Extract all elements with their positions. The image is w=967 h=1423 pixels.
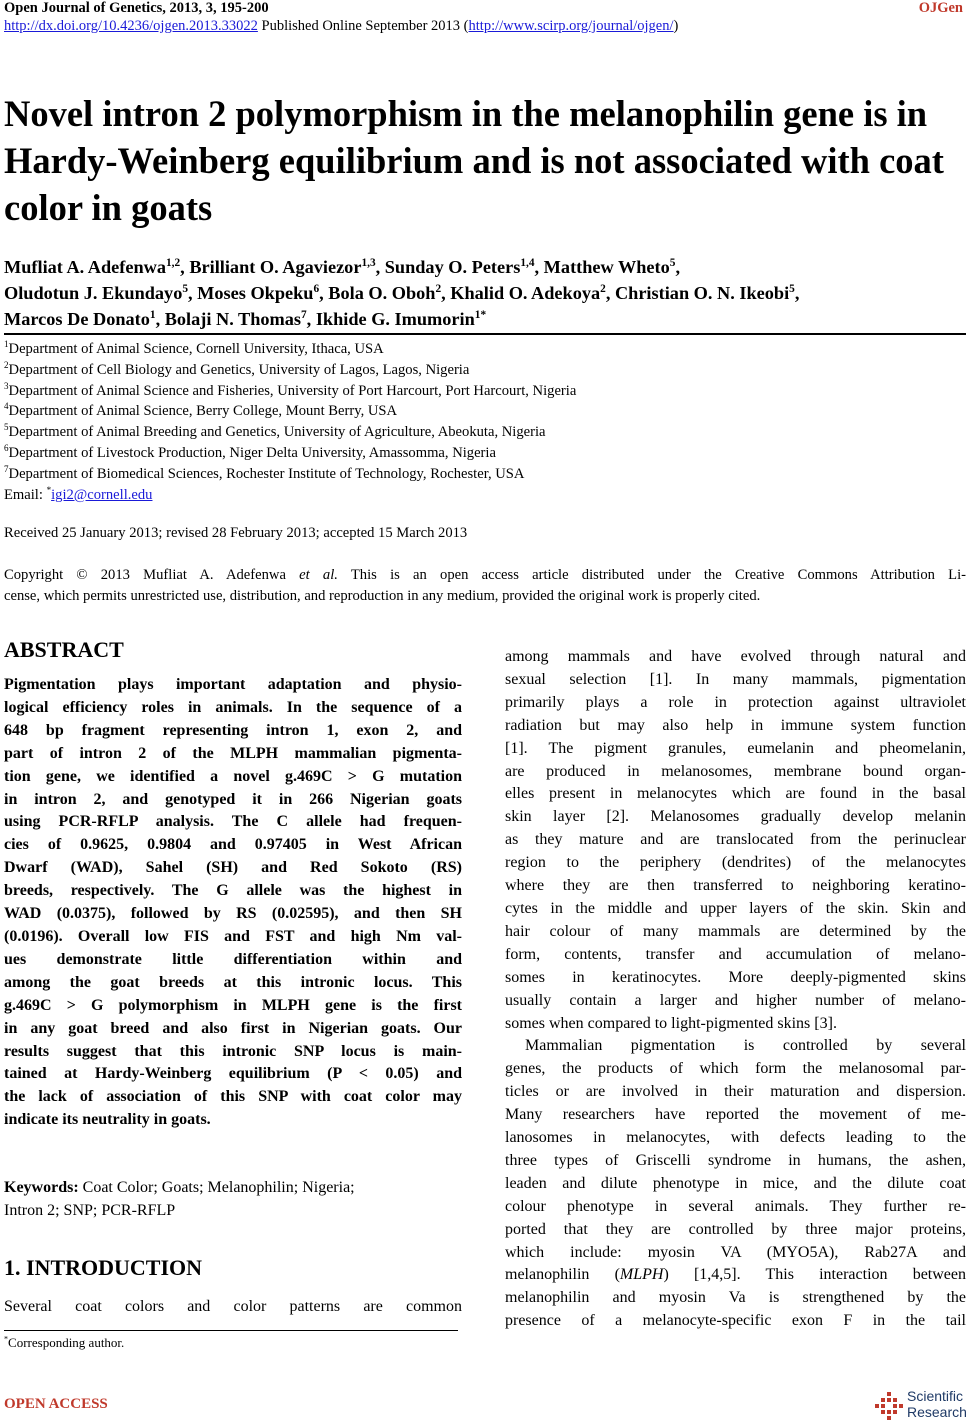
copyright-line-1 (4, 565, 966, 586)
paragraph-line: elles present in melanocytes which are found in the basal (505, 785, 966, 803)
author-name: Sunday O. Peters (384, 257, 521, 277)
author-affil-sup: 2 (600, 282, 606, 295)
footnote (4, 1335, 124, 1351)
intro-paragraph-1 (505, 646, 966, 1035)
affiliation-item (4, 443, 966, 464)
author-affil-sup: 5 (789, 282, 795, 295)
published-text: Published Online September 2013 ( (257, 18, 469, 34)
scientific-research-logo (873, 1388, 967, 1422)
paragraph-line: form, contents, transfer and accumulation of melano- (505, 945, 966, 963)
affiliation-text: Department of Animal Science, Cornell University, Ithaca, USA (8, 341, 384, 357)
affiliation-num: 2 (4, 359, 9, 370)
paragraph-line: indicate its neutrality in goats. (4, 1111, 211, 1129)
author-name: Moses Okpeku (197, 283, 314, 303)
paragraph-line: [1]. The pigment granules, eumelanin and pheomelanin, (505, 739, 966, 757)
email-label: Email: (4, 486, 47, 503)
paragraph-line: as they mature and are translocated from the perinuclear (505, 831, 966, 849)
paragraph-line: hair colour of many mammals are determined by the (505, 922, 966, 940)
footnote-sup: * (4, 1334, 9, 1344)
paragraph-line: which include: myosin VA (MYO5A), Rab27A and (505, 1243, 966, 1261)
author-affil-sup: 1,4 (520, 256, 535, 269)
intro-line: Several coat colors and color patterns are common (4, 1298, 462, 1315)
abstract-heading: ABSTRACT (4, 637, 124, 662)
section-heading-introduction: 1. INTRODUCTION (4, 1255, 203, 1280)
author-line-3: Marcos De Donato$^1$, Bolaji N. Thomas$^7$, Ikhide G. Imumorin$^{1*}$ (4, 308, 487, 329)
paragraph-line: cytes in the middle and upper layers of the skin. Skin and (505, 899, 966, 917)
paragraph-line: somes when compared to light-pigmented skins [3]. (505, 1014, 837, 1032)
paragraph-line: part of intron 2 of the MLPH mammalian pigmenta- (4, 744, 462, 762)
affiliation-item (4, 381, 966, 402)
author-affil-sup: 5 (669, 256, 676, 269)
paragraph-line: Many researchers have reported the movement of me- (505, 1106, 966, 1124)
footnote-text: Corresponding author. (8, 1335, 125, 1350)
author-name: Bola O. Oboh (328, 283, 436, 303)
affiliation-item (4, 401, 966, 422)
logo-line-2: Research (907, 1404, 967, 1420)
paragraph-line: tion gene, we identified a novel g.469C > G mutation (4, 767, 462, 785)
affiliation-text: Department of Biomedical Sciences, Rochester Institute of Technology, Rochester, USA (8, 465, 525, 482)
copyright-line-2: cense, which permits unrestricted use, distribution, and reproduction in any medium, provided the original work is properly cited. (4, 588, 761, 604)
affiliation-num: 3 (4, 380, 9, 391)
header-rule (4, 333, 966, 335)
author-affil-sup: 1* (474, 308, 487, 321)
paragraph-line: primarily plays a role in protection against ultraviolet (505, 693, 966, 711)
paragraph-line: the lack of association of this SNP with coat color may (4, 1088, 462, 1106)
journal-url-link[interactable]: http://www.scirp.org/journal/ojgen/ (468, 18, 674, 34)
affiliation-text: Department of Animal Science and Fisheries, University of Port Harcourt, Port Harcourt, Nigeria (8, 382, 577, 399)
affiliation-text: Department of Animal Science, Berry College, Mount Berry, USA (8, 403, 398, 420)
paragraph-line: ues demonstrate little differentiation within and (4, 950, 462, 968)
close-paren: ) (673, 18, 679, 34)
author-name: Bolaji N. Thomas (164, 309, 301, 329)
paragraph-line: results suggest that this intronic SNP locus is main- (4, 1042, 462, 1060)
paragraph-line: in intron 2, and genotyped it in 266 Nigerian goats (4, 790, 462, 808)
affiliation-text: Department of Cell Biology and Genetics, University of Lagos, Lagos, Nigeria (8, 361, 470, 378)
publisher-logo-icon (873, 1390, 905, 1422)
paragraph-line: melanophilin and myosin Va is strengthened by the (505, 1289, 966, 1307)
text-run: melanophilin ( (505, 1266, 620, 1284)
author-name: Christian O. N. Ikeobi (614, 283, 790, 303)
text-run: ) [1,4,5]. This interaction between (663, 1266, 966, 1284)
paper-title: Novel intron 2 polymorphism in the melanophilin gene is in Hardy-Weinberg equilibrium and is not associated with coat color in goats (4, 93, 944, 228)
abstract-section (4, 636, 462, 1132)
affiliation-list (4, 339, 966, 505)
affiliation-num: 7 (4, 463, 9, 474)
copyright-text: This is an open access article distributed under the Creative Commons Attribution Li- (337, 567, 966, 583)
paragraph-line: cies of 0.9625, 0.9804 and 0.97405 in West African (4, 836, 462, 854)
author-name: Ikhide G. Imumorin (315, 309, 475, 329)
paragraph-line: using PCR-RFLP analysis. The C allele had frequen- (4, 813, 462, 831)
author-line-1: Mufliat A. Adefenwa$^{1,2}$, Brilliant O. Agaviezor$^{1,3}$, Sunday O. Peters$^{1,4}$, Matthew Wheto$^5$, (4, 256, 681, 277)
paragraph-line: tained at Hardy-Weinberg equilibrium (P < 0.05) and (4, 1065, 462, 1083)
received-dates: Received 25 January 2013; revised 28 February 2013; accepted 15 March 2013 (4, 525, 468, 541)
email-link[interactable]: igi2@cornell.edu (51, 486, 153, 503)
paragraph-lines (505, 1035, 966, 1264)
author-affil-sup: 2 (435, 282, 442, 295)
author-line-2: Oludotun J. Ekundayo$^5$, Moses Okpeku$^6$, Bola O. Oboh$^2$, Khalid O. Adekoya$^2$, Christian O. N. Ikeobi$^5$, (4, 282, 800, 303)
paragraph-line: ported that they are controlled by three major proteins, (505, 1220, 966, 1238)
email-sup: * (46, 484, 52, 495)
paragraph-line: breeds, respectively. The G allele was the highest in (4, 882, 462, 900)
paragraph-line: usually contain a larger and higher number of melano- (505, 991, 966, 1009)
author-name: Marcos De Donato (4, 309, 150, 329)
author-affil-sup: 1,3 (361, 256, 376, 269)
journal-abbrev: OJGen (918, 0, 963, 16)
keywords-label: Keywords: (4, 1179, 79, 1196)
footnote-rule (4, 1330, 458, 1331)
paragraph-line: Dwarf (WAD), Sahel (SH) and Red Sokoto (RS) (4, 859, 462, 877)
email-line (4, 485, 966, 506)
affiliation-text: Department of Animal Breeding and Genetics, University of Agriculture, Abeokuta, Nigeria (8, 424, 546, 441)
paragraph-line: region to the periphery (dendrites) of the melanocytes (505, 854, 966, 872)
intro-paragraph-2 (505, 1035, 966, 1333)
author-name: Mufliat A. Adefenwa (4, 257, 166, 277)
journal-citation: Open Journal of Genetics, 2013, 3, 195-200 (4, 0, 269, 16)
doi-line (4, 18, 678, 35)
paragraph-line: lanosomes in melanocytes, with defects leading to the (505, 1129, 966, 1147)
author-list (4, 254, 966, 332)
paragraph-line: WAD (0.0375), followed by RS (0.02595), and then SH (4, 905, 462, 923)
intro-paragraph (4, 1295, 462, 1318)
keywords-list: Coat Color; Goats; Melanophilin; Nigeria; (78, 1179, 355, 1196)
paragraph-line: (0.0196). Overall low FIS and FST and high Nm val- (4, 927, 462, 945)
right-column-body (505, 646, 966, 1333)
copyright-text: Copyright © 2013 Mufliat A. Adefenwa (4, 567, 300, 583)
affiliation-item (4, 360, 966, 381)
affiliation-num: 5 (4, 422, 9, 433)
author-affil-sup: 1,2 (166, 256, 181, 269)
paragraph-line (505, 1264, 966, 1287)
paragraph-line: presence of a melanocyte-specific exon F in the tail (505, 1312, 966, 1330)
paragraph-line: sexual selection [1]. In many mammals, pigmentation (505, 670, 966, 688)
copyright-etal: et al. (299, 567, 338, 583)
affiliation-text: Department of Livestock Production, Niger Delta University, Amassomma, Nigeria (8, 444, 496, 461)
paragraph-line: ticles or are involved in their maturation and dispersion. (505, 1083, 966, 1101)
open-access-label: OPEN ACCESS (4, 1396, 108, 1412)
logo-line-1: Scientific (907, 1388, 964, 1404)
paragraph-line: colour phenotype in several animals. They further re- (505, 1197, 966, 1215)
paragraph-line: Pigmentation plays important adaptation and physio- (4, 676, 462, 693)
paragraph-line: where they are then transferred to neighboring keratino- (505, 877, 966, 895)
paragraph-line: are produced in melanosomes, membrane bound organ- (505, 762, 966, 780)
author-affil-sup: 1 (149, 308, 156, 321)
paragraph-line: somes in keratinocytes. More deeply-pigmented skins (505, 968, 966, 986)
paragraph-line: leaden and dilute phenotype in mice, and the dilute coat (505, 1174, 966, 1192)
affiliation-item (4, 422, 966, 443)
paragraph-line: Mammalian pigmentation is controlled by several (525, 1037, 966, 1055)
author-name: Brilliant O. Agaviezor (189, 257, 362, 277)
author-name: Matthew Wheto (543, 257, 670, 277)
paragraph-line: radiation but may also help in immune system function (505, 716, 966, 734)
affiliation-num: 1 (4, 339, 9, 350)
paragraph-line: in any goat breed and also first in Nigerian goats. Our (4, 1019, 462, 1037)
paragraph-line: skin layer [2]. Melanosomes gradually develop melanin (505, 808, 966, 826)
abstract-body (4, 674, 462, 1132)
author-name: Khalid O. Adekoya (450, 283, 601, 303)
keywords-block (4, 1176, 462, 1222)
affiliation-item (4, 464, 966, 485)
keywords-list-cont: Intron 2; SNP; PCR-RFLP (4, 1202, 176, 1219)
logo-wordmark (907, 1388, 967, 1420)
paragraph-line: among the goat breeds at this intronic locus. This (4, 973, 462, 991)
paragraph-line: logical efficiency roles in animals. In the sequence of a (4, 698, 462, 716)
gene-name-italic: MLPH (619, 1266, 664, 1284)
affiliation-num: 4 (4, 401, 9, 412)
affiliation-item (4, 339, 966, 360)
author-affil-sup: 7 (301, 308, 307, 321)
paragraph-line: 648 bp fragment representing intron 1, exon 2, and (4, 721, 462, 739)
copyright-notice (4, 565, 966, 607)
paragraph-line: genes, the products of which form the melanosomal par- (505, 1060, 966, 1078)
author-affil-sup: 5 (182, 282, 189, 295)
author-name: Oludotun J. Ekundayo (4, 283, 183, 303)
paragraph-line: among mammals and have evolved through natural and (505, 648, 966, 665)
paragraph-line: three types of Griscelli syndrome in humans, the ashen, (505, 1151, 966, 1169)
doi-link[interactable]: http://dx.doi.org/10.4236/ojgen.2013.33022 (4, 18, 258, 34)
author-affil-sup: 6 (313, 282, 320, 295)
paragraph-line: g.469C > G polymorphism in MLPH gene is the first (4, 996, 462, 1014)
affiliation-num: 6 (4, 443, 9, 454)
